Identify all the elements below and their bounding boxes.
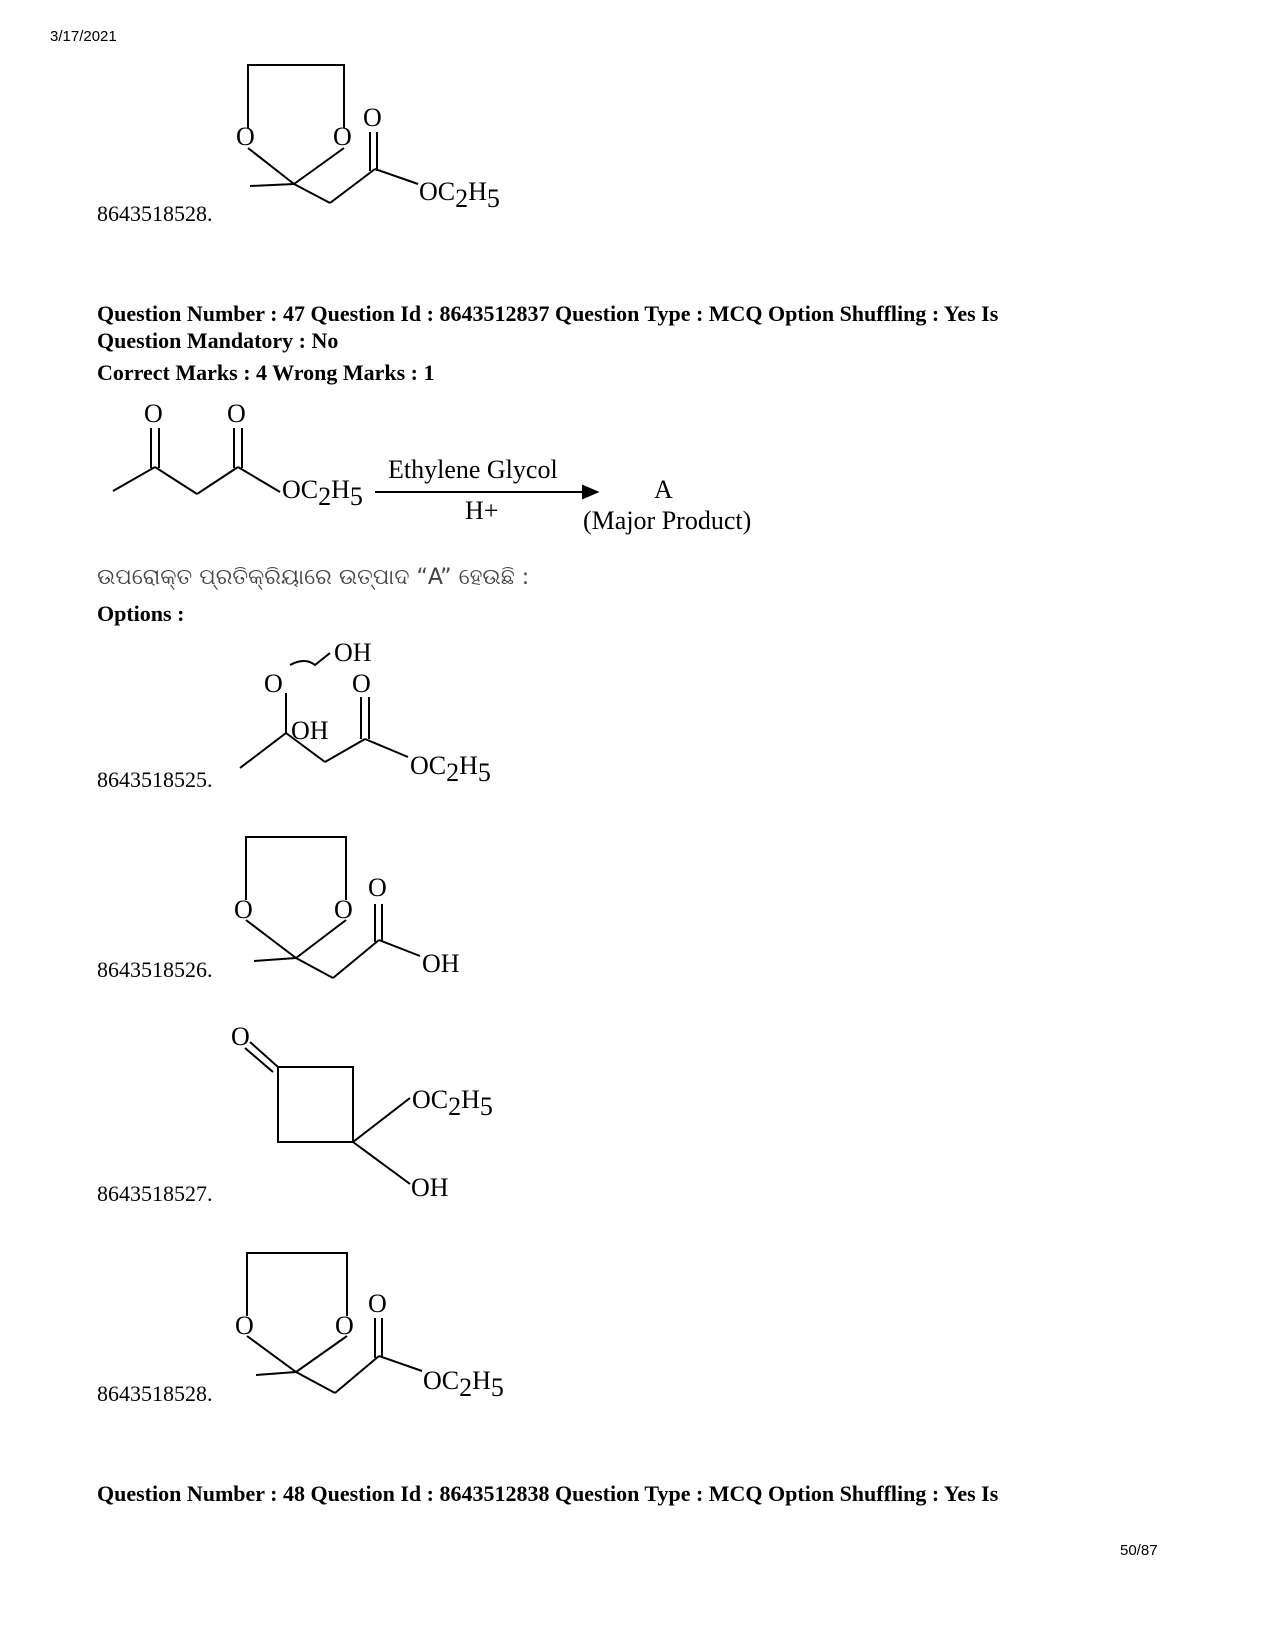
option-1-id: 8643518525. [97, 767, 213, 792]
print-date: 3/17/2021 [50, 28, 117, 45]
q47-marks: Correct Marks : 4 Wrong Marks : 1 [97, 360, 435, 385]
prev-option-structure [230, 60, 530, 220]
ether-oxygen: O [264, 669, 283, 698]
q48-meta-line1: Question Number : 48 Question Id : 8643512838 Question Type : MCQ Option Shuffling : Yes Is [97, 1481, 999, 1506]
ring-oxygen-right: O [335, 1311, 354, 1340]
q47-meta-line1: Question Number : 47 Question Id : 8643512837 Question Type : MCQ Option Shuffling : Yes Is [97, 301, 999, 326]
ring-oxygen-left: O [236, 122, 255, 151]
ketone-oxygen: O [231, 1022, 250, 1051]
catalyst-label: H+ [465, 496, 499, 525]
hydroxyl-top: OH [334, 638, 372, 667]
option-1-structure [230, 635, 530, 795]
product-note: (Major Product) [583, 506, 752, 535]
ester-label: OC2H5 [419, 177, 500, 213]
option-4-id: 8643518528. [97, 1381, 213, 1406]
ester-oxygen: O [227, 399, 246, 428]
question-text: ଉପରୋକ୍ତ ପ୍ରତିକ୍ରିୟାରେ ଉତ୍ପାଦ “A” ହେଉଛି : [97, 565, 530, 590]
option-2-id: 8643518526. [97, 957, 213, 982]
ring-oxygen-right: O [334, 895, 353, 924]
carbonyl-oxygen: O [368, 873, 387, 902]
hydroxyl-label: OH [411, 1173, 449, 1202]
ethoxy-label: OC2H5 [412, 1085, 493, 1121]
ester-label: OC2H5 [410, 751, 491, 787]
option-3-structure [228, 1022, 528, 1207]
option-3-id: 8643518527. [97, 1181, 213, 1206]
ring-oxygen-left: O [235, 1311, 254, 1340]
hydroxyl-mid: OH [291, 716, 329, 745]
ester-label: OC2H5 [423, 1366, 504, 1402]
q47-meta-line2: Question Mandatory : No [97, 328, 339, 353]
prev-option-id: 8643518528. [97, 201, 213, 226]
reactant-ester-label: OC2H5 [282, 475, 363, 511]
options-label: Options : [97, 601, 185, 626]
carbonyl-oxygen: O [363, 103, 382, 132]
keto-oxygen: O [144, 399, 163, 428]
ring-oxygen-right: O [333, 122, 352, 151]
reaction-scheme [105, 398, 785, 548]
option-4-structure [232, 1248, 532, 1408]
carbonyl-oxygen: O [352, 669, 371, 698]
reagent-label: Ethylene Glycol [388, 455, 558, 484]
carbonyl-oxygen: O [368, 1289, 387, 1318]
page-number: 50/87 [1120, 1542, 1158, 1559]
product-label: A [654, 475, 673, 504]
ring-oxygen-left: O [234, 895, 253, 924]
acid-hydroxyl: OH [422, 949, 460, 978]
option-2-structure [230, 832, 530, 992]
